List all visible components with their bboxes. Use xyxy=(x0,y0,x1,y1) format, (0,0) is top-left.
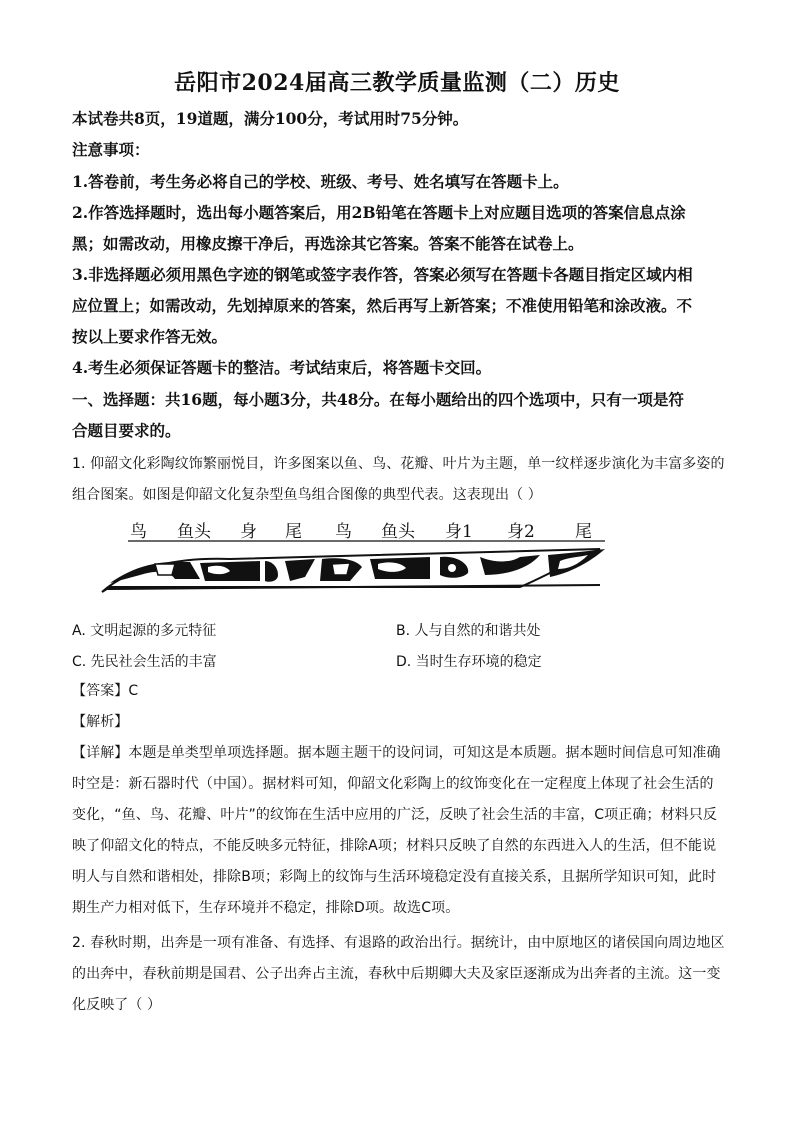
question-1-stem: 1. 仰韶文化彩陶纹饰繁丽悦目，许多图案以鱼、鸟、花瓣、叶片为主题，单一纹样逐步演化为丰富多姿的 xyxy=(72,456,725,472)
notice-line: 3.非选择题必须用黑色字迹的钢笔或签字表作答，答案必须写在答题卡各题目指定区域内相 xyxy=(72,265,693,284)
fish-bird-pattern-drawing xyxy=(100,517,615,607)
question-1-detail: 映了仰韶文化的特点，不能反映多元特征，排除A项；材料只反映了自然的东西进入人的生活，但不能说 xyxy=(72,838,717,854)
question-1-detail: 【详解】本题是单类型单项选择题。据本题主题干的设问词，可知这是本质题。据本题时间信息可知准确 xyxy=(72,745,721,761)
notice-line: 应位置上；如需改动，先划掉原来的答案，然后再写上新答案；不准使用铅笔和涂改液。不 xyxy=(72,296,693,315)
figure-label: 身 xyxy=(240,522,257,542)
section-heading: 一、选择题：共16题，每小题3分，共48分。在每小题给出的四个选项中，只有一项是符 xyxy=(72,390,684,409)
notice-line: 1.答卷前，考生务必将自己的学校、班级、考号、姓名填写在答题卡上。 xyxy=(72,172,569,191)
question-1-detail: 期生产力相对低下，生存环境并不稳定，排除D项。故选C项。 xyxy=(72,900,460,916)
question-1-stem: 组合图案。如图是仰韶文化复杂型鱼鸟组合图像的典型代表。这表现出（ ） xyxy=(72,487,542,503)
figure-label: 身2 xyxy=(507,522,535,542)
pottery-pattern-figure xyxy=(100,517,615,607)
figure-label: 尾 xyxy=(285,522,302,542)
question-1-option-d: D. 当时生存环境的稳定 xyxy=(396,654,542,670)
notice-line: 黑；如需改动，用橡皮擦干净后，再选涂其它答案。答案不能答在试卷上。 xyxy=(72,234,584,253)
notice-heading: 注意事项： xyxy=(72,140,150,159)
exam-intro: 本试卷共8页，19道题，满分100分，考试用时75分钟。 xyxy=(72,109,469,128)
figure-label: 鱼头 xyxy=(177,522,211,542)
question-1-option-b: B. 人与自然的和谐共处 xyxy=(396,623,541,639)
notice-line: 4.考生必须保证答题卡的整洁。考试结束后，将答题卡交回。 xyxy=(72,358,492,377)
figure-label: 鱼头 xyxy=(381,522,415,542)
figure-label: 身1 xyxy=(445,522,473,542)
question-2-stem: 2. 春秋时期，出奔是一项有准备、有选择、有退路的政治出行。据统计，由中原地区的诸侯国向周边地区 xyxy=(72,935,725,951)
figure-label: 鸟 xyxy=(335,522,352,542)
question-1-detail: 明人与自然和谐相处，排除B项；彩陶上的纹饰与生活环境稳定没有直接关系，且据所学知识可知，此时 xyxy=(72,869,717,885)
question-1-analysis-heading: 【解析】 xyxy=(72,714,129,730)
notice-line: 按以上要求作答无效。 xyxy=(72,327,228,346)
question-1-detail: 变化，“鱼、鸟、花瓣、叶片”的纹饰在生活中应用的广泛，反映了社会生活的丰富，C项正确；材料只反 xyxy=(72,807,717,823)
figure-label: 鸟 xyxy=(130,522,147,542)
section-heading: 合题目要求的。 xyxy=(72,421,181,440)
page-title: 岳阳市2024届高三教学质量监测（二）历史 xyxy=(174,70,620,96)
question-1-option-a: A. 文明起源的多元特征 xyxy=(72,623,217,639)
question-1-detail: 时空是：新石器时代（中国）。据材料可知，仰韶文化彩陶上的纹饰变化在一定程度上体现了社会生活的 xyxy=(72,776,714,792)
question-2-stem: 的出奔中，春秋前期是国君、公子出奔占主流，春秋中后期卿大夫及家臣逐渐成为出奔者的主流。这一变 xyxy=(72,966,721,982)
notice-line: 2.作答选择题时，选出每小题答案后，用2B铅笔在答题卡上对应题目选项的答案信息点涂 xyxy=(72,203,686,222)
question-1-answer: 【答案】C xyxy=(72,683,139,699)
question-1-option-c: C. 先民社会生活的丰富 xyxy=(72,654,217,670)
figure-label: 尾 xyxy=(575,522,592,542)
question-2-stem: 化反映了（ ） xyxy=(72,997,162,1013)
